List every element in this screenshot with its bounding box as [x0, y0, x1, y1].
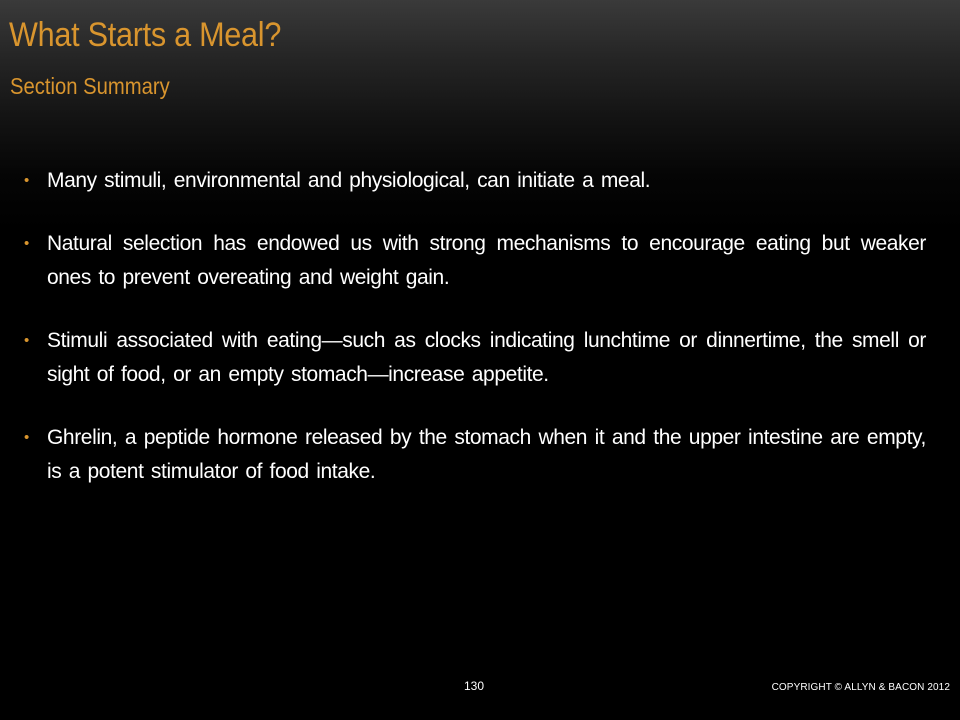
bullet-item [24, 421, 926, 489]
slide-subtitle: Section Summary [10, 73, 170, 99]
bullet-item [24, 324, 926, 392]
bullet-text: Ghrelin, a peptide hormone released by the stomach when it and the upper intestine are empty, is a potent stimulator of food intake. [47, 426, 926, 483]
bullet-icon: • [24, 172, 29, 189]
bullet-text: Natural selection has endowed us with strong mechanisms to encourage eating but weaker ones to prevent overeating and weight gain. [47, 232, 926, 289]
slide-title: What Starts a Meal? [9, 16, 282, 54]
bullet-item [24, 227, 926, 295]
bullet-icon: • [24, 235, 29, 252]
bullet-list [24, 164, 926, 518]
bullet-icon: • [24, 429, 29, 446]
bullet-text: Many stimuli, environmental and physiological, can initiate a meal. [47, 169, 651, 192]
bullet-text: Stimuli associated with eating—such as clocks indicating lunchtime or dinnertime, the smell or sight of food, or an empty stomach—increase appetite. [47, 329, 926, 386]
bullet-icon: • [24, 332, 29, 349]
bullet-item [24, 164, 926, 198]
copyright-notice: COPYRIGHT © ALLYN & BACON 2012 [771, 682, 950, 693]
page-number: 130 [464, 679, 485, 693]
